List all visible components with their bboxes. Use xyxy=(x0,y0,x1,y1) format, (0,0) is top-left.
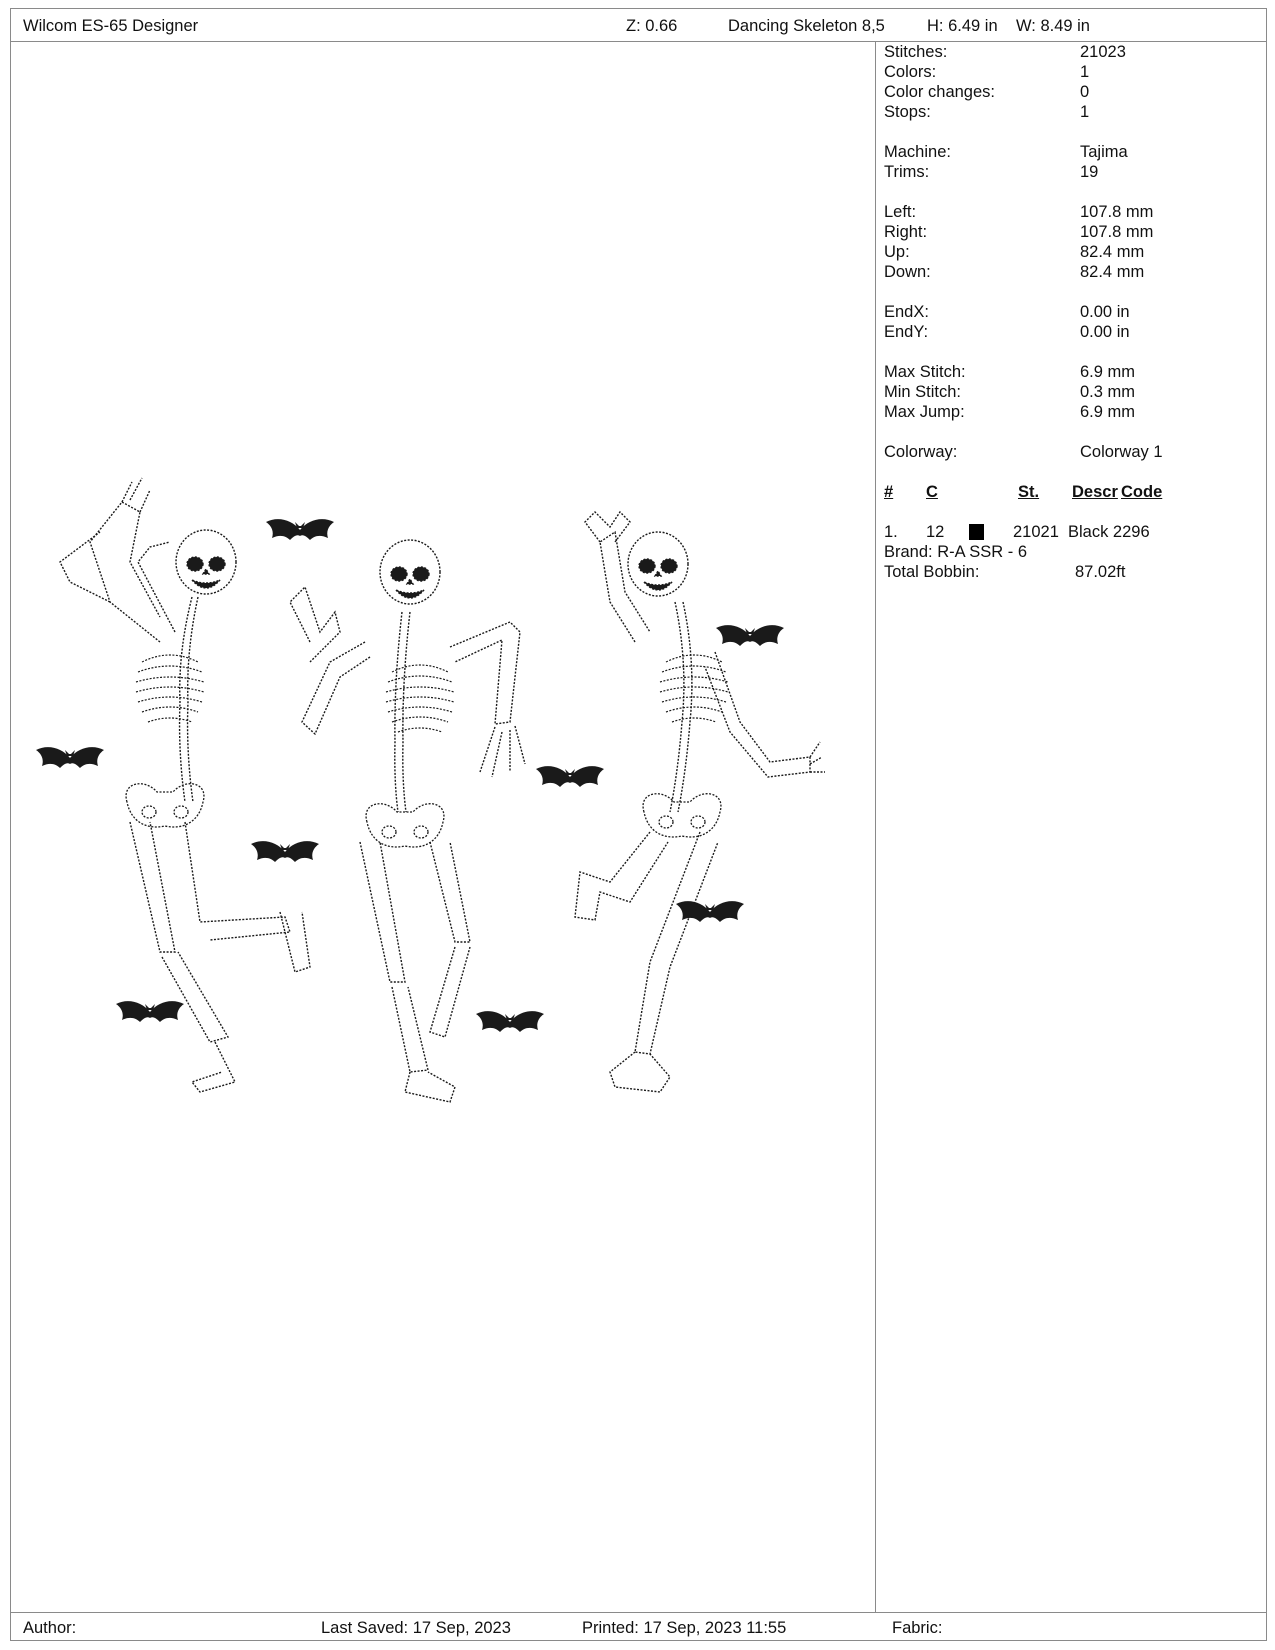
thread-table-header xyxy=(884,482,1264,502)
stat-label: Left: xyxy=(884,203,917,221)
design-preview xyxy=(10,42,876,1612)
stat-value: 82.4 mm xyxy=(1080,263,1145,281)
stats-spacer xyxy=(884,282,1264,302)
stat-value: 0.00 in xyxy=(1080,303,1130,321)
footer-fabric: Fabric: xyxy=(892,1619,943,1637)
design-canvas xyxy=(10,42,876,1612)
stat-label: Colors: xyxy=(884,63,937,81)
stat-value: 82.4 mm xyxy=(1080,243,1145,261)
stat-label: Right: xyxy=(884,223,928,241)
stat-row xyxy=(884,402,1264,422)
thread-descr: Black 2296 xyxy=(1068,523,1150,541)
app-title: Wilcom ES-65 Designer xyxy=(23,17,199,35)
stat-row xyxy=(884,162,1264,182)
stat-row xyxy=(884,382,1264,402)
stat-row xyxy=(884,442,1264,462)
stat-label: EndX: xyxy=(884,303,929,321)
footer-author: Author: xyxy=(23,1619,77,1637)
stat-label: Max Stitch: xyxy=(884,363,966,381)
skeleton-left xyxy=(60,478,310,1092)
stat-label: Colorway: xyxy=(884,443,958,461)
stat-value: 0.3 mm xyxy=(1080,383,1136,401)
stat-value: 6.9 mm xyxy=(1080,363,1136,381)
stat-row xyxy=(884,102,1264,122)
stat-row xyxy=(884,302,1264,322)
col-st: St. xyxy=(1018,483,1040,501)
header-bar xyxy=(10,8,1267,42)
design-name: Dancing Skeleton 8,5 xyxy=(728,17,885,35)
thread-row xyxy=(884,522,1264,542)
stat-row xyxy=(884,262,1264,282)
stat-value: 21023 xyxy=(1080,43,1126,61)
total-bobbin-label: Total Bobbin: xyxy=(884,563,980,581)
total-bobbin-value: 87.02ft xyxy=(1075,563,1126,581)
design-height: H: 6.49 in xyxy=(927,17,998,35)
stat-value: 0 xyxy=(1080,83,1090,101)
bat-2 xyxy=(36,747,104,768)
stat-row xyxy=(884,62,1264,82)
col-num: # xyxy=(884,483,894,501)
thread-color-swatch xyxy=(969,524,984,540)
stats-spacer xyxy=(884,182,1264,202)
stat-label: Trims: xyxy=(884,163,930,181)
footer-printed: Printed: 17 Sep, 2023 11:55 xyxy=(582,1619,787,1637)
col-code: Code xyxy=(1121,483,1163,501)
skeleton-right xyxy=(575,512,825,1092)
stat-value: Colorway 1 xyxy=(1080,443,1163,461)
brand-text: Brand: R-A SSR - 6 xyxy=(884,543,1028,561)
stat-label: Color changes: xyxy=(884,83,995,101)
bat-5 xyxy=(476,1011,544,1032)
thread-c: 12 xyxy=(926,523,945,541)
stat-value: 19 xyxy=(1080,163,1099,181)
stats-list xyxy=(884,42,1264,462)
stat-row xyxy=(884,202,1264,222)
stat-value: 1 xyxy=(1080,63,1090,81)
stat-row xyxy=(884,362,1264,382)
total-bobbin-row xyxy=(884,562,1264,582)
zoom-readout: Z: 0.66 xyxy=(626,17,678,35)
bat-7 xyxy=(716,625,784,646)
stat-label: Down: xyxy=(884,263,931,281)
brand-row xyxy=(884,542,1264,562)
thread-stitches: 21021 xyxy=(1013,523,1059,541)
stat-label: Up: xyxy=(884,243,910,261)
bat-8 xyxy=(676,901,744,922)
stat-label: Min Stitch: xyxy=(884,383,962,401)
thread-num: 1. xyxy=(884,523,898,541)
col-descr: Descr xyxy=(1072,483,1118,501)
footer-bar xyxy=(10,1612,1267,1641)
stat-row xyxy=(884,242,1264,262)
stat-value: 1 xyxy=(1080,103,1090,121)
col-c: C xyxy=(926,483,938,501)
stat-label: Stops: xyxy=(884,103,931,121)
design-info-panel xyxy=(884,42,1264,582)
stats-spacer xyxy=(884,342,1264,362)
bat-1 xyxy=(266,519,334,540)
stats-spacer xyxy=(884,422,1264,442)
stat-label: Max Jump: xyxy=(884,403,965,421)
stat-row xyxy=(884,82,1264,102)
stat-row xyxy=(884,322,1264,342)
stats-spacer xyxy=(884,122,1264,142)
stat-value: 6.9 mm xyxy=(1080,403,1136,421)
stat-value: Tajima xyxy=(1080,143,1128,161)
stat-value: 0.00 in xyxy=(1080,323,1130,341)
stat-label: EndY: xyxy=(884,323,929,341)
bat-4 xyxy=(116,1001,184,1022)
stat-row xyxy=(884,42,1264,62)
stat-row xyxy=(884,222,1264,242)
stat-row xyxy=(884,142,1264,162)
stat-value: 107.8 mm xyxy=(1080,223,1154,241)
stat-value: 107.8 mm xyxy=(1080,203,1154,221)
stat-label: Machine: xyxy=(884,143,951,161)
bat-6 xyxy=(536,766,604,787)
stat-label: Stitches: xyxy=(884,43,948,61)
bat-3 xyxy=(251,841,319,862)
footer-last-saved: Last Saved: 17 Sep, 2023 xyxy=(321,1619,511,1637)
design-width: W: 8.49 in xyxy=(1016,17,1090,35)
